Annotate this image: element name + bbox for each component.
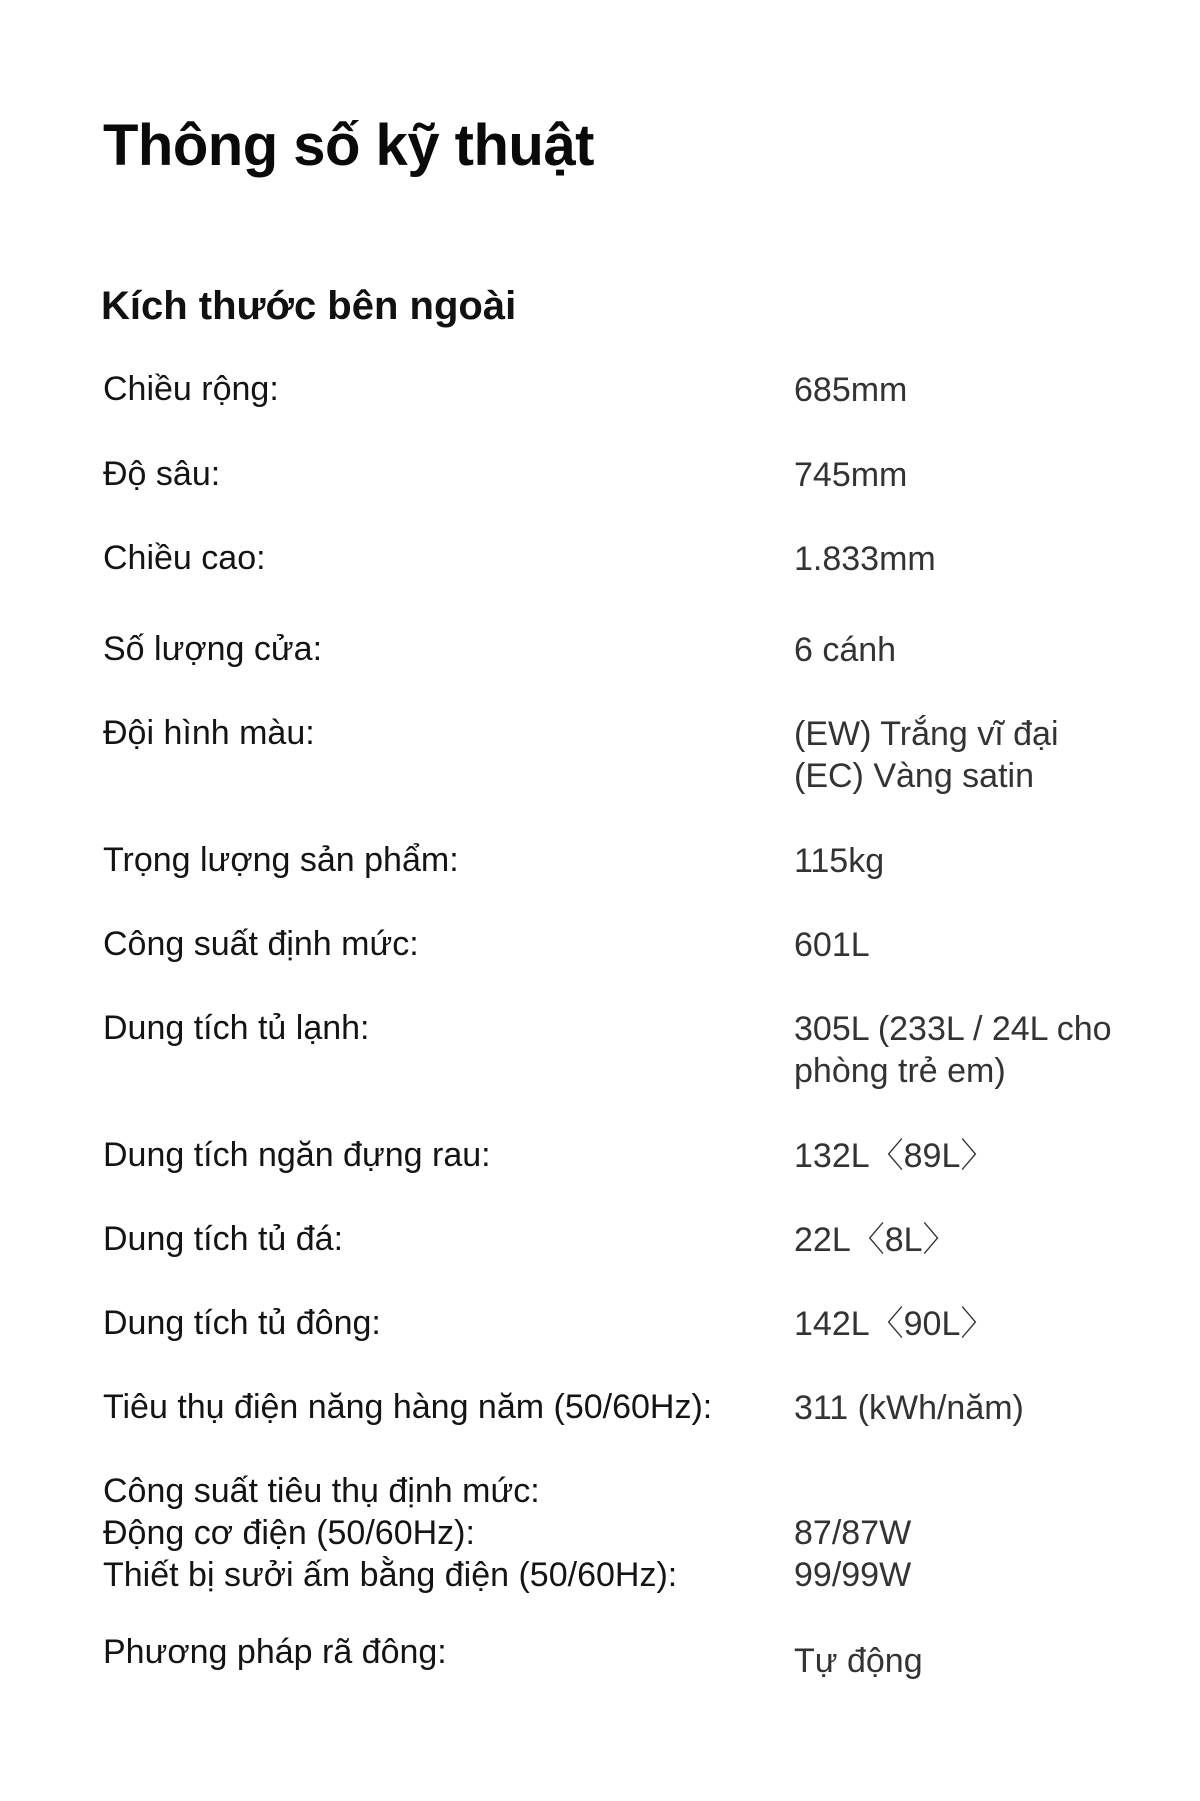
spec-value-freezer-capacity: 142L〈90L〉 [794, 1305, 995, 1343]
spec-value-colors [794, 713, 1059, 797]
color-option-ew: (EW) Trắng vĩ đại [794, 715, 1059, 753]
spec-label-width: Chiều rộng: [103, 370, 279, 408]
spec-label-vegetable-capacity: Dung tích ngăn đựng rau: [103, 1136, 491, 1174]
spec-label-rated-capacity: Công suất định mức: [103, 925, 419, 963]
fridge-capacity-line-1: 305L (233L / 24L cho [794, 1010, 1112, 1048]
spec-value-height: 1.833mm [794, 540, 936, 578]
spec-label-height: Chiều cao: [103, 539, 266, 577]
spec-label-rated-power [103, 1470, 677, 1596]
spec-value-depth: 745mm [794, 456, 908, 494]
spec-label-fridge-capacity: Dung tích tủ lạnh: [103, 1009, 370, 1047]
color-option-ec: (EC) Vàng satin [794, 757, 1034, 795]
spec-value-defrost: Tự động [794, 1642, 923, 1680]
rated-power-heater-value: 99/99W [794, 1556, 912, 1594]
spec-label-doors: Số lượng cửa: [103, 630, 323, 668]
rated-power-motor-label: Động cơ điện (50/60Hz): [103, 1514, 475, 1552]
spec-label-depth: Độ sâu: [103, 455, 221, 493]
spec-value-weight: 115kg [794, 842, 885, 880]
spec-label-defrost: Phương pháp rã đông: [103, 1633, 447, 1671]
spec-label-freezer-capacity: Dung tích tủ đông: [103, 1304, 381, 1342]
rated-power-motor-value: 87/87W [794, 1514, 912, 1552]
spec-value-ice-capacity: 22L〈8L〉 [794, 1221, 957, 1259]
rated-power-heading: Công suất tiêu thụ định mức: [103, 1472, 540, 1510]
page-title: Thông số kỹ thuật [103, 113, 594, 178]
spec-label-colors: Đội hình màu: [103, 714, 315, 752]
spec-value-doors: 6 cánh [794, 631, 897, 669]
section-title-external-dimensions: Kích thước bên ngoài [101, 284, 517, 328]
fridge-capacity-line-2: phòng trẻ em) [794, 1052, 1006, 1090]
spec-label-ice-capacity: Dung tích tủ đá: [103, 1220, 344, 1258]
rated-power-heater-label: Thiết bị sưởi ấm bằng điện (50/60Hz): [103, 1556, 678, 1594]
spec-value-rated-power [794, 1512, 911, 1596]
spec-label-weight: Trọng lượng sản phẩm: [103, 841, 459, 879]
spec-value-vegetable-capacity: 132L〈89L〉 [794, 1137, 995, 1175]
spec-value-width: 685mm [794, 371, 908, 409]
spec-value-annual-consumption: 311 (kWh/năm) [794, 1389, 1024, 1427]
spec-value-fridge-capacity [794, 1008, 1112, 1092]
spec-label-annual-consumption: Tiêu thụ điện năng hàng năm (50/60Hz): [103, 1388, 713, 1426]
spec-value-rated-capacity: 601L [794, 926, 870, 964]
